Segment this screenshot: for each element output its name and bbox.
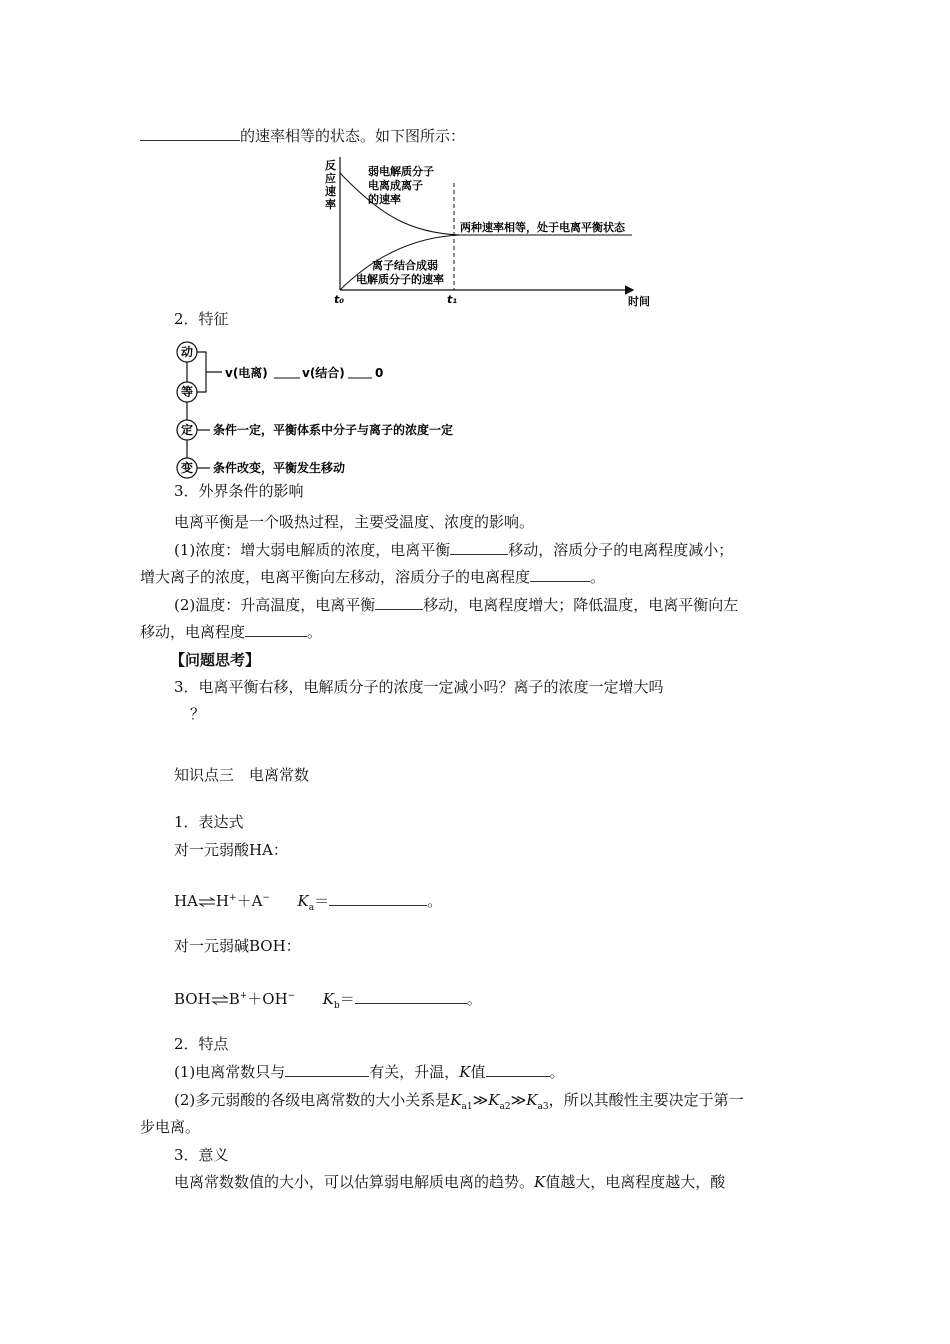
temperature-line-2: 移动，电离程度 。 [140, 623, 323, 641]
temperature-line-1: (2)温度：升高温度，电离平衡 移动，电离程度增大；降低温度，电离平衡向左 [174, 596, 739, 614]
blank-5 [245, 622, 307, 637]
rate-text-zero: 0 [375, 366, 384, 380]
node-bian-label: 变 [181, 461, 194, 475]
blank-6 [285, 1062, 369, 1077]
section3-h3: 3．意义 [174, 1146, 229, 1164]
blank-ka [329, 891, 427, 906]
y-axis-label-3: 速 [325, 185, 336, 198]
node-ding-label: 定 [181, 423, 194, 437]
blank-1 [140, 126, 240, 141]
features-heading: 2．特征 [174, 310, 229, 328]
acid-intro: 对一元弱酸HA： [174, 841, 288, 859]
rate-text-combine: v(结合) [302, 366, 345, 380]
node-deng-label: 等 [181, 385, 194, 399]
y-axis-label-1: 反 [325, 159, 336, 172]
combine-label-1: 离子结合成弱 [372, 259, 438, 272]
section3-title: 知识点三 电离常数 [174, 766, 310, 784]
ding-text: 条件一定，平衡体系中分子与离子的浓度一定 [213, 423, 454, 437]
blank-4 [375, 595, 423, 610]
x-axis-label: 时间 [628, 295, 650, 308]
meaning-line: 电离常数数值的大小，可以估算弱电解质电离的趋势。K值越大，电离程度越大，酸 [174, 1173, 726, 1191]
ionize-label-1: 弱电解质分子 [368, 165, 434, 178]
intro-line: 的速率相等的状态。如下图所示： [140, 126, 465, 146]
concentration-line-1: (1)浓度：增大弱电解质的浓度，电离平衡 移动，溶质分子的电离程度减小； [174, 541, 734, 559]
t1-label: t₁ [447, 293, 458, 306]
question-3: 3．电离平衡右移，电解质分子的浓度一定减小吗？离子的浓度一定增大吗 [174, 678, 664, 696]
base-equation: BOH B+＋OH− $K_b=$ 。 [174, 990, 482, 1011]
combine-label-2: 电解质分子的速率 [356, 273, 444, 286]
feature-p2: (2)多元弱酸的各级电离常数的大小关系是$K_{a1}≫K_{a2}≫K_{a3}$，所以其酸性主要决定于第一 [174, 1091, 744, 1112]
bracket [197, 352, 222, 392]
acid-equation: HA H+＋A− $K_a=$ 。 [174, 892, 443, 913]
blank-2 [450, 540, 508, 555]
rate-text-ionize: v(电离) [225, 366, 268, 380]
base-intro: 对一元弱碱BOH： [174, 937, 301, 955]
ionize-label-3: 的速率 [368, 193, 401, 206]
rate-time-diagram [320, 155, 665, 310]
features-diagram [170, 338, 480, 485]
y-axis-label-2: 应 [325, 172, 336, 185]
blank-kb [355, 989, 467, 1004]
blank-7 [486, 1062, 550, 1077]
equilibrium-arrow-icon [211, 995, 229, 1005]
bian-text: 条件改变，平衡发生移动 [213, 461, 346, 475]
section3-h1: 1．表达式 [174, 813, 244, 831]
equilibrium-arrow-icon [198, 897, 216, 907]
concentration-line-2: 增大离子的浓度，电离平衡向左移动，溶质分子的电离程度 。 [140, 568, 606, 586]
feature-p1: (1)电离常数只与 有关，升温，K值 。 [174, 1063, 565, 1081]
ionize-label-2: 电离成离子 [368, 179, 423, 192]
question-3-tail: ？ [190, 705, 206, 723]
equilibrium-label: 两种速率相等，处于电离平衡状态 [460, 221, 625, 234]
question-tag: 【问题思考】 [170, 651, 261, 669]
t0-label: t₀ [334, 293, 345, 306]
external-heading: 3．外界条件的影响 [174, 482, 304, 500]
node-dong-label: 动 [181, 345, 194, 359]
y-axis-label-4: 率 [325, 198, 336, 211]
external-intro: 电离平衡是一个吸热过程，主要受温度、浓度的影响。 [174, 513, 535, 531]
feature-p2-tail: 步电离。 [140, 1118, 201, 1136]
section3-h2: 2．特点 [174, 1035, 229, 1053]
blank-3 [530, 567, 590, 582]
